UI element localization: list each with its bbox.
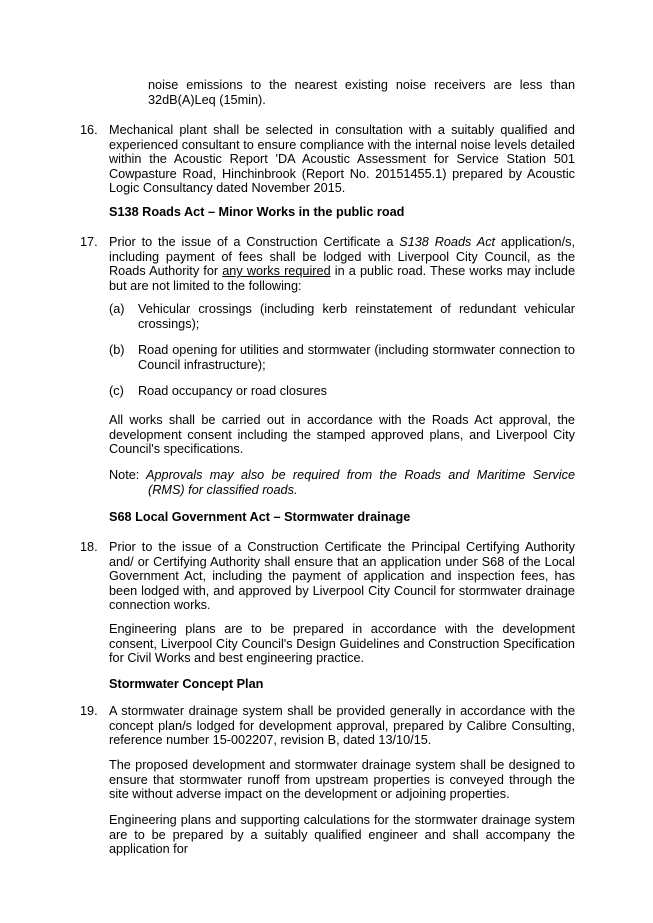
note-text: Approvals may also be required from the Roads and Maritime Service (RMS) for classified roads.	[146, 468, 575, 497]
note-label: Note:	[109, 468, 140, 482]
heading-s68-local-government-act: S68 Local Government Act – Stormwater drainage	[109, 510, 411, 524]
item-19-text-2: The proposed development and stormwater drainage system shall be designed to ensure that stormwater runoff from upstream properties is conveyed through the site without adverse impact on the development or adjoining properties.	[109, 758, 575, 802]
item-18-text: Prior to the issue of a Construction Certificate the Principal Certifying Authority and/ or Certifying Authority shall ensure that an application under S68 of the Local Government Act, including the payment of application and inspection fees, has been lodged with, and approved by Liverpool City Council for stormwater drainage connection works.	[109, 540, 575, 613]
item-19-text-3: Engineering plans and supporting calculations for the stormwater drainage system are to be prepared by a suitably qualified engineer and shall accompany the application for	[109, 813, 575, 857]
heading-s138-roads-act: S138 Roads Act – Minor Works in the public road	[109, 205, 405, 219]
item-17-all-works: All works shall be carried out in accordance with the Roads Act approval, the development consent including the stamped approved plans, and Liverpool City Council's specifications.	[109, 413, 575, 457]
item-17c-label: (c)	[109, 384, 124, 398]
item-19-text: A stormwater drainage system shall be provided generally in accordance with the concept plan/s lodged for development approval, prepared by Calibre Consulting, reference number 15-002207, revision B, dated 13/10/15.	[109, 704, 575, 748]
heading-stormwater-concept-plan: Stormwater Concept Plan	[109, 677, 264, 691]
item-17-text: Prior to the issue of a Construction Certificate a S138 Roads Act application/s, including payment of fees shall be lodged with Liverpool City Council, as the Roads Authority for any works required in a public road. These works may include but are not limited to the following:	[109, 235, 575, 293]
item-17c-text: Road occupancy or road closures	[138, 384, 328, 398]
item-18-number: 18.	[80, 540, 98, 554]
item-17-number: 17.	[80, 235, 98, 249]
item-17a-label: (a)	[109, 302, 125, 316]
item-18-text-2: Engineering plans are to be prepared in accordance with the development consent, Liverpool City Council's Design Guidelines and Construction Specification for Civil Works and best engineering practice.	[109, 622, 575, 666]
item-16-text: Mechanical plant shall be selected in consultation with a suitably qualified and experienced consultant to ensure compliance with the internal noise levels detailed within the Acoustic Report 'DA Acoustic Assessment for Service Station 501 Cowpasture Road, Hinchinbrook (Report No. 20151455.1) prepared by Acoustic Logic Consultancy dated November 2015.	[109, 123, 575, 196]
any-works-required-underline: any works required	[222, 264, 331, 279]
item-15-continuation: noise emissions to the nearest existing noise receivers are less than 32dB(A)Leq (15min).	[148, 78, 575, 107]
item-17a-text: Vehicular crossings (including kerb reinstatement of redundant vehicular crossings);	[138, 302, 575, 331]
item-17b-label: (b)	[109, 343, 125, 357]
item-17b-text: Road opening for utilities and stormwater (including stormwater connection to Council infrastructure);	[138, 343, 575, 372]
s138-roads-act-italic: S138 Roads Act	[399, 235, 496, 249]
item-16-number: 16.	[80, 123, 98, 137]
item-19-number: 19.	[80, 704, 98, 718]
